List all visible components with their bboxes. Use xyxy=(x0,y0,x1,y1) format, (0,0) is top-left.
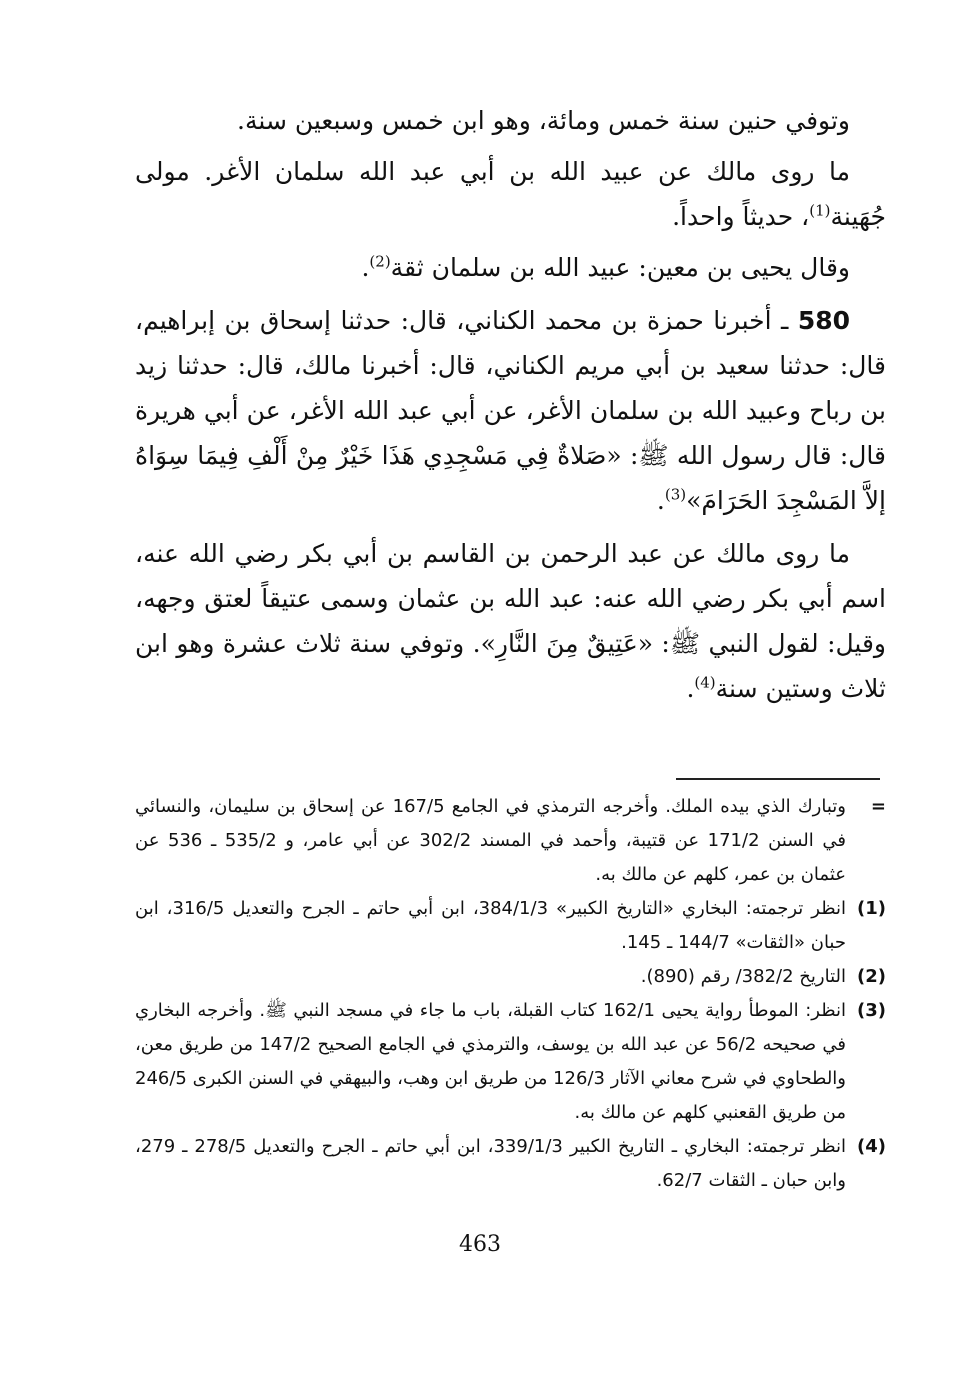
footnote-2-text: التاريخ 382/2/ رقم (890). xyxy=(640,966,846,987)
footnote-3-marker: (3) xyxy=(857,1000,886,1021)
footnote-4 xyxy=(135,1130,886,1198)
paragraph-2 xyxy=(135,149,886,239)
footnote-ref-4[interactable]: (4) xyxy=(694,673,716,692)
paragraph-1-text: وتوفي حنين سنة خمس ومائة، وهو ابن خمس وسبعين سنة. xyxy=(237,106,850,135)
paragraph-3-end: . xyxy=(361,253,370,282)
footnote-1 xyxy=(135,892,886,960)
paragraph-3-text: وقال يحيى بن معين: عبيد الله بن سلمان ثقة xyxy=(390,253,850,282)
footnote-3 xyxy=(135,994,886,1130)
main-text xyxy=(135,98,886,717)
footnotes xyxy=(135,790,886,1198)
footnote-2 xyxy=(135,960,886,994)
paragraph-4-end: . xyxy=(656,486,665,515)
footnote-ref-2[interactable]: (2) xyxy=(369,252,391,271)
footnote-continuation-text: وتبارك الذي بيده الملك. وأخرجه الترمذي في الجامع 167/5 عن إسحاق بن سليمان، والنسائي في السنن 171/2 عن قتيبة، وأحمد في المسند 302/2 عن أبي عامر، و 535/2 ـ 536 عن عثمان بن عمر، كلهم عن مالك به. xyxy=(135,796,846,885)
page-number: 463 xyxy=(459,1232,501,1257)
continuation-marker: = xyxy=(870,796,886,817)
footnote-4-text: انظر ترجمته: البخاري ـ التاريخ الكبير 339/1/3، ابن أبي حاتم ـ الجرح والتعديل 278/5 ـ 279، وابن حبان ـ الثقات 62/7. xyxy=(135,1136,847,1191)
footnote-ref-3[interactable]: (3) xyxy=(664,485,687,504)
footnote-4-marker: (4) xyxy=(857,1136,886,1157)
paragraph-2-end: ، حديثاً واحداً. xyxy=(672,202,810,231)
footnote-2-marker: (2) xyxy=(857,966,886,987)
paragraph-5 xyxy=(135,531,886,711)
paragraph-5-text: ما روى مالك عن عبد الرحمن بن القاسم بن أبي بكر رضي الله عنه، اسم أبي بكر رضي الله عنه: عبد الله بن عثمان وسمى عتيقاً لعتق وجهه، وقيل: لقول النبي ﷺ: «عَتِيقٌ مِنَ النَّارِ». وتوفي سنة ثلاث عشرة وهو ابن ثلاث وستين سنة xyxy=(135,539,886,703)
footnote-divider xyxy=(676,778,880,780)
paragraph-1 xyxy=(135,98,886,143)
paragraph-3 xyxy=(135,245,886,290)
footnote-continuation xyxy=(135,790,886,892)
footnote-3-text: انظر: الموطأ رواية يحيى 162/1 كتاب القبلة، باب ما جاء في مسجد النبي ﷺ. وأخرجه البخاري في صحيحه 56/2 عن عبد الله بن يوسف، والترمذي في الجامع الصحيح 147/2 من طريق معن، والطحاوي في شرح معاني الآثار 126/3 من طريق ابن وهب، والبيهقي في السنن الكبرى 246/5 من طريق القعنبي كلهم عن مالك به. xyxy=(135,1000,847,1123)
paragraph-5-end: . xyxy=(686,674,695,703)
paragraph-4-text: ـ أخبرنا حمزة بن محمد الكناني، قال: حدثنا إسحاق بن إبراهيم، قال: حدثنا سعيد بن أبي مريم الكناني، قال: أخبرنا مالك، قال: حدثنا زيد بن رباح وعبيد الله بن سلمان الأغر، عن أبي عبد الله الأغر، عن أبي هريرة قال: قال رسول الله ﷺ: «صَلاةٌ فِي مَسْجِدِي هَذَا خَيْرٌ مِنْ أَلْفِ فِيمَا سِوَاهُ إلاَّ المَسْجِدَ الحَرَامَ» xyxy=(135,306,886,515)
footnote-1-marker: (1) xyxy=(857,898,886,919)
paragraph-2-text: ما روى مالك عن عبيد الله بن أبي عبد الله سلمان الأغر. مولى جُهَينة xyxy=(135,157,886,231)
hadith-number: 580 xyxy=(797,306,850,335)
footnote-ref-1[interactable]: (1) xyxy=(809,201,831,220)
paragraph-4 xyxy=(135,298,886,523)
footnote-1-text: انظر ترجمته: البخاري «التاريخ الكبير» 384/1/3، ابن أبي حاتم ـ الجرح والتعديل 316/5، ابن حبان «الثقات» 144/7 ـ 145. xyxy=(135,898,846,953)
